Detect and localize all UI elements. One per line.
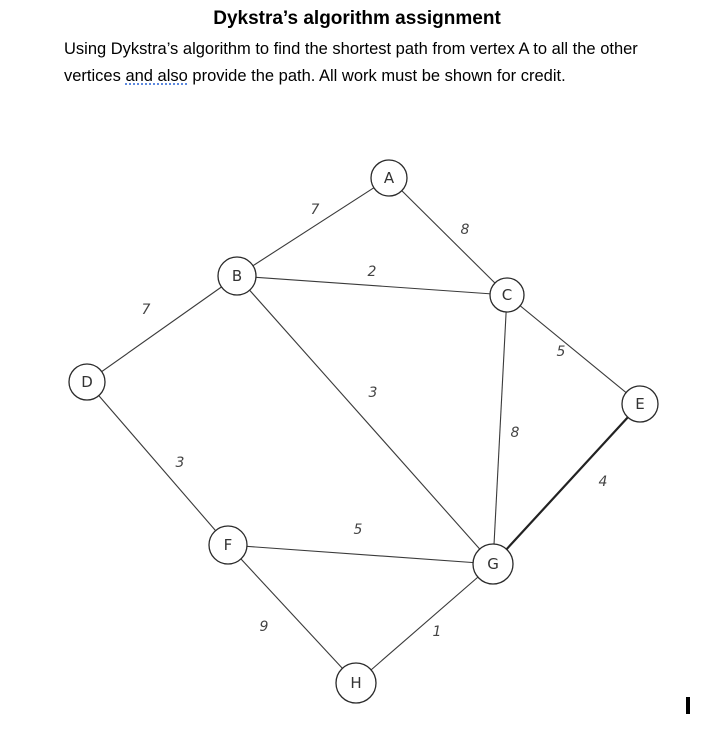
weight-f-g: 5: [353, 522, 363, 538]
edge-f-h: [228, 545, 356, 683]
vertex-c: [490, 278, 524, 312]
vertex-f: [209, 526, 247, 564]
instruction-line-2-rest: provide the path. All work must be shown for credit.: [192, 67, 566, 85]
vertex-label: D: [81, 373, 93, 391]
vertex-label: E: [635, 395, 645, 413]
vertex-label: H: [350, 674, 362, 692]
weight-f-h: 9: [259, 619, 269, 635]
vertex-a: [371, 160, 407, 196]
edge-b-d: [87, 276, 237, 382]
edge-g-h: [356, 564, 493, 683]
weight-c-g: 8: [510, 425, 520, 441]
graph-edges: [87, 178, 640, 683]
instruction-line-1: Using Dykstra’s algorithm to find the shortest path from vertex A to all the other: [64, 40, 638, 58]
edge-c-g: [493, 295, 507, 564]
edge-c-e: [507, 295, 640, 404]
vertex-b: [218, 257, 256, 295]
vertex-label: G: [487, 555, 499, 573]
instruction-line-2-start: vertices: [64, 67, 126, 85]
graph-nodes: [69, 160, 658, 703]
edge-d-f: [87, 382, 228, 545]
vertex-e: [622, 386, 658, 422]
weight-b-g: 3: [368, 385, 378, 401]
spellcheck-flagged-phrase[interactable]: and also: [125, 67, 188, 85]
weight-c-e: 5: [556, 344, 566, 360]
edge-a-c: [389, 178, 507, 295]
weight-a-c: 8: [460, 222, 470, 238]
vertex-label: F: [223, 536, 233, 554]
vertex-d: [69, 364, 105, 400]
vertex-label: A: [383, 169, 395, 187]
weight-e-g: 4: [598, 474, 608, 490]
edge-b-g: [237, 276, 493, 564]
weight-d-f: 3: [175, 455, 185, 471]
text-cursor: [686, 697, 690, 714]
assignment-title: Dykstra’s algorithm assignment: [213, 8, 501, 29]
weight-a-b: 7: [310, 202, 320, 218]
vertex-label: B: [231, 267, 243, 285]
vertex-label: C: [501, 286, 513, 304]
vertex-h: [336, 663, 376, 703]
edge-f-g: [228, 545, 493, 564]
vertex-g: [473, 544, 513, 584]
weight-b-d: 7: [141, 302, 151, 318]
edge-weights: [142, 202, 608, 640]
edge-a-b: [237, 178, 389, 276]
weight-g-h: 1: [432, 624, 442, 640]
weight-b-c: 2: [367, 264, 377, 280]
